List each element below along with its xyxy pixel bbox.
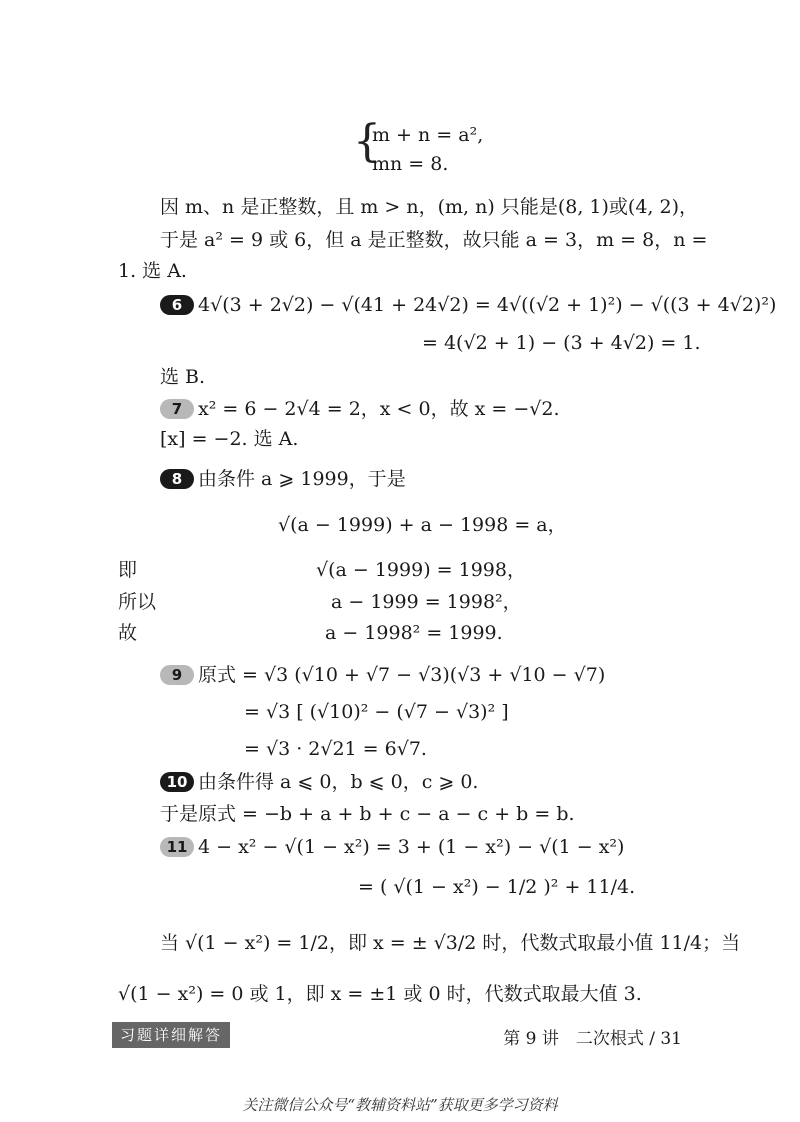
paragraph-line: √(1 − x²) = 0 或 1，即 x = ±1 或 0 时，代数式取最大值 3.	[118, 983, 642, 1005]
problem-7-line	[160, 398, 560, 421]
problem-6-line: = 4(√2 + 1) − (3 + 4√2) = 1.	[422, 332, 701, 354]
system-eq-1: m + n = a²,	[372, 124, 484, 146]
problem-number-badge: 9	[160, 665, 194, 685]
problem-6-line: 选 B.	[160, 366, 206, 388]
problem-8-label: 所以	[118, 591, 157, 613]
problem-8-eq: a − 1999 = 1998²，	[331, 591, 522, 613]
statement: 由条件 a ⩾ 1999，于是	[198, 468, 406, 490]
problem-number-badge: 8	[160, 469, 194, 489]
problem-8-label: 故	[118, 622, 138, 644]
problem-8-eq: √(a − 1999) + a − 1998 = a，	[278, 514, 567, 536]
problem-9-line: = √3 [ (√10)² − (√7 − √3)² ]	[244, 701, 509, 723]
system-brace: {	[353, 116, 381, 167]
paragraph-line: 于是 a² = 9 或 6，但 a 是正整数，故只能 a = 3，m = 8，n =	[160, 229, 708, 251]
problem-number-badge: 6	[160, 295, 194, 315]
system-eq-2: mn = 8.	[372, 153, 449, 175]
problem-11-line	[160, 836, 624, 859]
problem-8-line	[160, 468, 406, 491]
paragraph-line: 当 √(1 − x²) = 1/2，即 x = ± √3/2 时，代数式取最小值 11/4；当	[160, 932, 741, 954]
problem-8-eq: √(a − 1999) = 1998，	[316, 559, 526, 581]
section-tag: 习题详细解答	[112, 1022, 230, 1048]
problem-11-line: = ( √(1 − x²) − 1/2 )² + 11/4.	[358, 876, 636, 898]
problem-9-line: = √3 · 2√21 = 6√7.	[244, 738, 427, 760]
problem-8-label: 即	[118, 559, 138, 581]
paragraph-line: 因 m、n 是正整数，且 m > n，(m, n) 只能是(8, 1)或(4, 2)，	[160, 196, 698, 218]
statement: 由条件得 a ⩽ 0，b ⩽ 0，c ⩾ 0.	[198, 771, 479, 793]
problem-number-badge: 7	[160, 399, 194, 419]
page-footer: 第 9 讲 二次根式 / 31	[503, 1029, 682, 1049]
problem-number-badge: 11	[160, 837, 194, 857]
problem-number-badge: 10	[160, 772, 194, 792]
equation: 4 − x² − √(1 − x²) = 3 + (1 − x²) − √(1 − x²)	[198, 836, 625, 858]
problem-9-line	[160, 664, 605, 687]
problem-7-line: [x] = −2. 选 A.	[160, 428, 299, 450]
problem-6-line	[160, 294, 776, 317]
problem-10-line: 于是原式 = −b + a + b + c − a − c + b = b.	[160, 803, 575, 825]
bottom-note: 关注微信公众号“教辅资料站”获取更多学习资料	[242, 1096, 558, 1114]
equation: 4√(3 + 2√2) − √(41 + 24√2) = 4√((√2 + 1)²) − √((3 + 4√2)²)	[198, 294, 777, 316]
paragraph-line: 1. 选 A.	[118, 260, 187, 282]
equation: x² = 6 − 2√4 = 2，x < 0，故 x = −√2.	[198, 398, 560, 420]
problem-10-line	[160, 771, 478, 794]
equation: 原式 = √3 (√10 + √7 − √3)(√3 + √10 − √7)	[198, 664, 606, 686]
problem-8-eq: a − 1998² = 1999.	[325, 622, 503, 644]
